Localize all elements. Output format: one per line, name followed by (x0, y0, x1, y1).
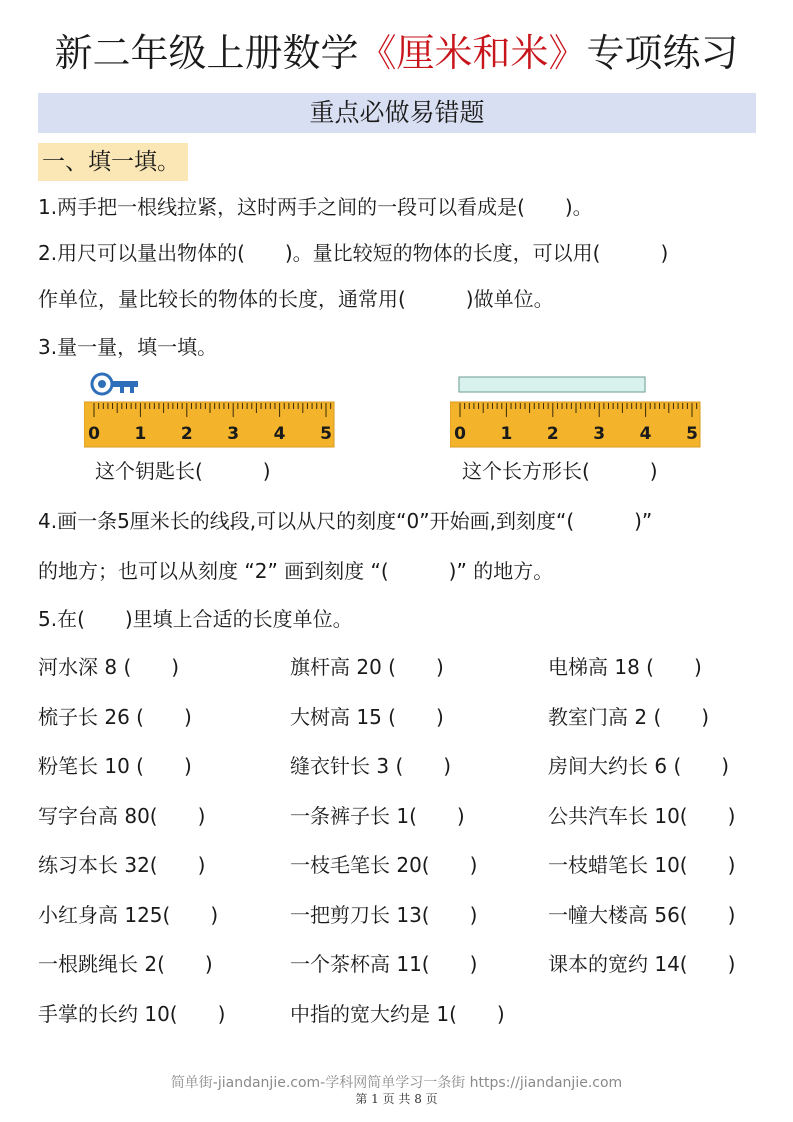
ruler-right (450, 402, 700, 447)
unit-item: 一条裤子长 1( ) (290, 803, 465, 828)
page-number: 第 1 页 共 8 页 (355, 1092, 438, 1106)
title-prefix: 新二年级上册数学 (54, 31, 359, 75)
unit-item: 一根跳绳长 2( ) (38, 952, 213, 976)
page-title (0, 28, 793, 78)
unit-item: 房间大约长 6 ( ) (548, 754, 730, 778)
ruler-left (84, 402, 334, 447)
ruler-tick-label: 3 (227, 424, 240, 444)
rect-caption: 这个长方形长( ) (462, 459, 658, 483)
question-2-line-2: 作单位，量比较长的物体的长度，通常用( )做单位。 (38, 287, 554, 311)
ruler-tick-label: 0 (88, 424, 100, 444)
unit-item: 一个茶杯高 11( ) (290, 952, 478, 976)
key-caption: 这个钥匙长( ) (95, 459, 271, 483)
unit-item: 缝衣针长 3 ( ) (290, 754, 452, 778)
unit-item: 大树高 15 ( ) (290, 704, 444, 729)
ruler-rect-svg (450, 370, 702, 450)
ruler-tick-label: 4 (639, 424, 652, 444)
question-4-line-2: 的地方；也可以从刻度 “2” 画到刻度 “( )” 的地方。 (38, 559, 554, 583)
unit-item: 旗杆高 20 ( ) (290, 655, 444, 679)
unit-item: 河水深 8 ( ) (38, 655, 180, 679)
key-icon (92, 374, 138, 394)
question-3: 3.量一量，填一填。 (38, 335, 218, 359)
footer-watermark: 简单街-jiandanjie.com-学科网简单学习一条街 https://jiandanjie.com (170, 1075, 623, 1091)
unit-item: 梳子长 26 ( ) (38, 704, 192, 729)
ruler-tick-label: 1 (134, 424, 147, 444)
unit-item: 电梯高 18 ( ) (548, 655, 702, 679)
ruler-tick-label: 1 (500, 424, 513, 444)
ruler-figure-rect (450, 370, 702, 454)
unit-item: 中指的宽大约是 1( ) (290, 1001, 505, 1026)
ruler-tick-label: 3 (593, 424, 606, 444)
ruler-tick-label: 2 (546, 424, 559, 444)
unit-item: 粉笔长 10 ( ) (38, 754, 192, 778)
subtitle-banner: 重点必做易错题 (38, 93, 756, 133)
ruler-tick-label: 0 (454, 424, 466, 444)
question-4-line-1: 4.画一条5厘米长的线段,可以从尺的刻度“0”开始画,到刻度“( )” (38, 509, 653, 533)
unit-item: 公共汽车长 10( ) (548, 803, 736, 828)
unit-item: 手掌的长约 10( ) (38, 1001, 226, 1026)
section-heading: 一、填一填。 (38, 143, 188, 181)
ruler-figure-key (84, 370, 336, 454)
question-1: 1.两手把一根线拉紧，这时两手之间的一段可以看成是( )。 (38, 195, 593, 219)
question-2-line-1: 2.用尺可以量出物体的( )。量比较短的物体的长度，可以用( ) (38, 241, 669, 265)
ruler-key-svg (84, 370, 336, 450)
title-suffix: 专项练习 (586, 31, 739, 75)
ruler-tick-label: 5 (686, 424, 698, 444)
unit-item: 课本的宽约 14( ) (548, 952, 736, 976)
title-highlight: 《厘米和米》 (358, 31, 587, 75)
unit-item: 一枝蜡笔长 10( ) (548, 853, 736, 877)
question-5: 5.在( )里填上合适的长度单位。 (38, 607, 353, 631)
ruler-tick-label: 5 (320, 424, 332, 444)
unit-item: 一把剪刀长 13( ) (290, 902, 478, 927)
unit-item: 练习本长 32( ) (38, 853, 206, 877)
unit-item: 写字台高 80( ) (38, 803, 206, 828)
ruler-tick-label: 2 (180, 424, 193, 444)
rectangle-shape (459, 377, 645, 392)
unit-item: 教室门高 2 ( ) (548, 704, 710, 729)
unit-item: 一幢大楼高 56( ) (548, 902, 736, 927)
unit-item: 小红身高 125( ) (38, 902, 219, 927)
ruler-tick-label: 4 (273, 424, 286, 444)
unit-item: 一枝毛笔长 20( ) (290, 853, 478, 877)
